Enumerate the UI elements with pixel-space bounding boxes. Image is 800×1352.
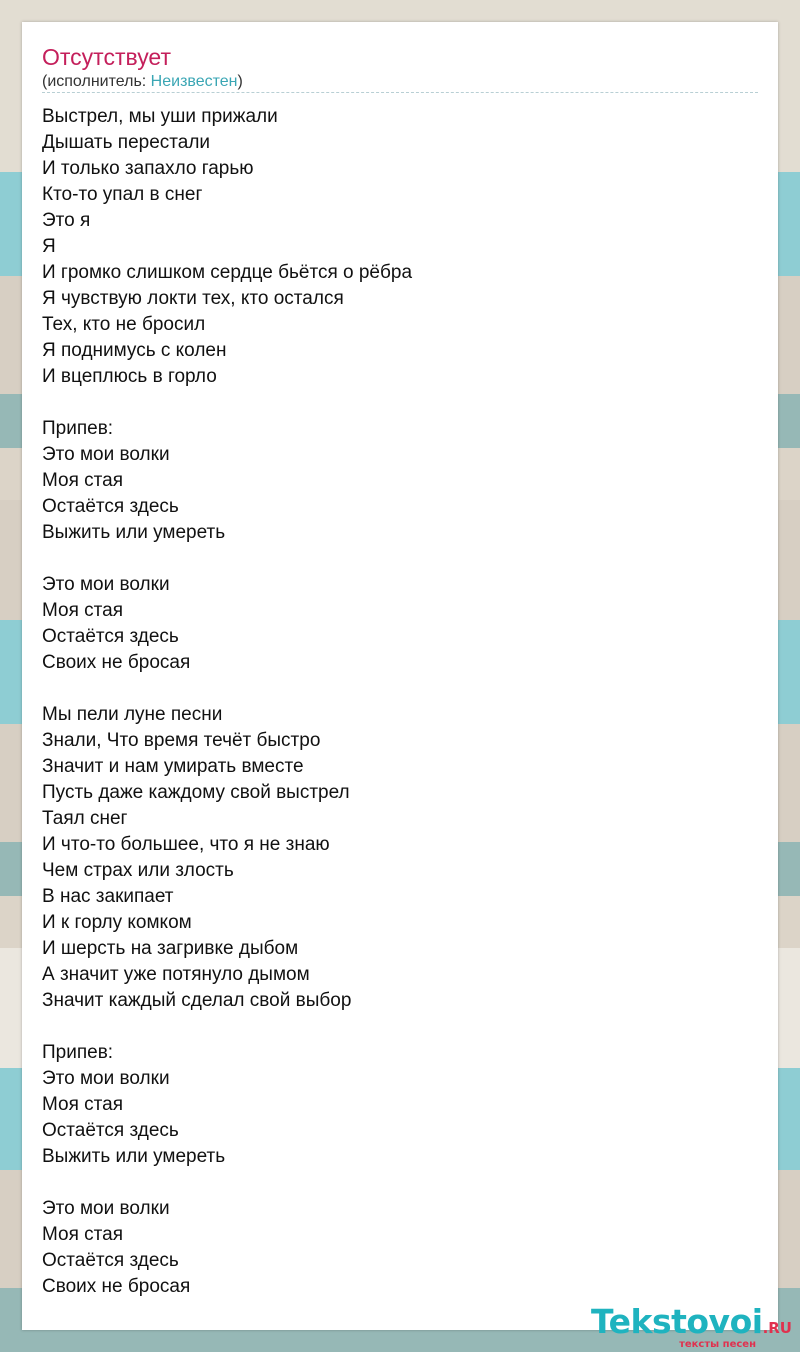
lyric-line: И что-то большее, что я не знаю bbox=[42, 834, 330, 855]
artist-line bbox=[42, 72, 243, 92]
logo-wordmark: Tekstovoi bbox=[591, 1302, 763, 1341]
lyrics-text bbox=[42, 104, 758, 1300]
lyric-blank-line bbox=[42, 390, 758, 416]
lyric-line: Остаётся здесь bbox=[42, 1120, 179, 1141]
logo-tagline: тексты песен bbox=[679, 1339, 756, 1350]
lyric-line: В нас закипает bbox=[42, 886, 174, 907]
lyric-line: Знали, Что время течёт быстро bbox=[42, 730, 321, 751]
lyric-line: Остаётся здесь bbox=[42, 1250, 179, 1271]
lyric-line: И громко слишком сердце бьётся о рёбра bbox=[42, 262, 413, 283]
site-logo[interactable] bbox=[591, 1302, 792, 1350]
lyric-line: Выстрел, мы уши прижали bbox=[42, 106, 278, 127]
lyric-line: Чем страх или злость bbox=[42, 860, 234, 881]
lyric-line: Выжить или умереть bbox=[42, 522, 226, 543]
lyric-line: Это я bbox=[42, 210, 91, 231]
lyric-line: Я чувствую локти тех, кто остался bbox=[42, 288, 344, 309]
artist-suffix: ) bbox=[237, 73, 243, 90]
lyric-line: Остаётся здесь bbox=[42, 626, 179, 647]
dashed-divider bbox=[42, 92, 758, 93]
lyric-line: А значит уже потянуло дымом bbox=[42, 964, 310, 985]
lyric-line: Остаётся здесь bbox=[42, 496, 179, 517]
lyric-line: Припев: bbox=[42, 418, 114, 439]
lyric-line: И только запахло гарью bbox=[42, 158, 254, 179]
lyrics-card bbox=[22, 22, 778, 1330]
lyric-line: Пусть даже каждому свой выстрел bbox=[42, 782, 350, 803]
lyric-line: Я поднимусь с колен bbox=[42, 340, 227, 361]
lyric-line: Значит каждый сделал свой выбор bbox=[42, 990, 352, 1011]
lyric-line: И к горлу комком bbox=[42, 912, 192, 933]
lyric-line: Выжить или умереть bbox=[42, 1146, 226, 1167]
lyric-blank-line bbox=[42, 1014, 758, 1040]
lyric-line: Таял снег bbox=[42, 808, 128, 829]
lyric-line: Это мои волки bbox=[42, 444, 170, 465]
lyric-line: Это мои волки bbox=[42, 1068, 170, 1089]
lyric-line: Кто-то упал в снег bbox=[42, 184, 203, 205]
lyric-line: Это мои волки bbox=[42, 1198, 170, 1219]
lyric-line: Своих не бросая bbox=[42, 652, 191, 673]
lyric-line: И вцеплюсь в горло bbox=[42, 366, 217, 387]
lyric-line: Я bbox=[42, 236, 56, 257]
lyric-line: И шерсть на загривке дыбом bbox=[42, 938, 299, 959]
lyric-line: Припев: bbox=[42, 1042, 114, 1063]
lyric-line: Значит и нам умирать вместе bbox=[42, 756, 304, 777]
lyric-line: Тех, кто не бросил bbox=[42, 314, 206, 335]
song-title: Отсутствует bbox=[42, 44, 171, 70]
lyric-line: Дышать перестали bbox=[42, 132, 211, 153]
lyric-line: Это мои волки bbox=[42, 574, 170, 595]
lyric-line: Мы пели луне песни bbox=[42, 704, 223, 725]
lyric-blank-line bbox=[42, 676, 758, 702]
lyric-blank-line bbox=[42, 546, 758, 572]
lyric-line: Моя стая bbox=[42, 600, 124, 621]
lyric-line: Моя стая bbox=[42, 1094, 124, 1115]
artist-link[interactable]: Неизвестен bbox=[150, 73, 238, 90]
logo-tld: .RU bbox=[762, 1319, 792, 1337]
artist-prefix: (исполнитель: bbox=[42, 73, 151, 90]
lyric-line: Моя стая bbox=[42, 1224, 124, 1245]
lyric-line: Моя стая bbox=[42, 470, 124, 491]
lyric-line: Своих не бросая bbox=[42, 1276, 191, 1297]
lyric-blank-line bbox=[42, 1170, 758, 1196]
